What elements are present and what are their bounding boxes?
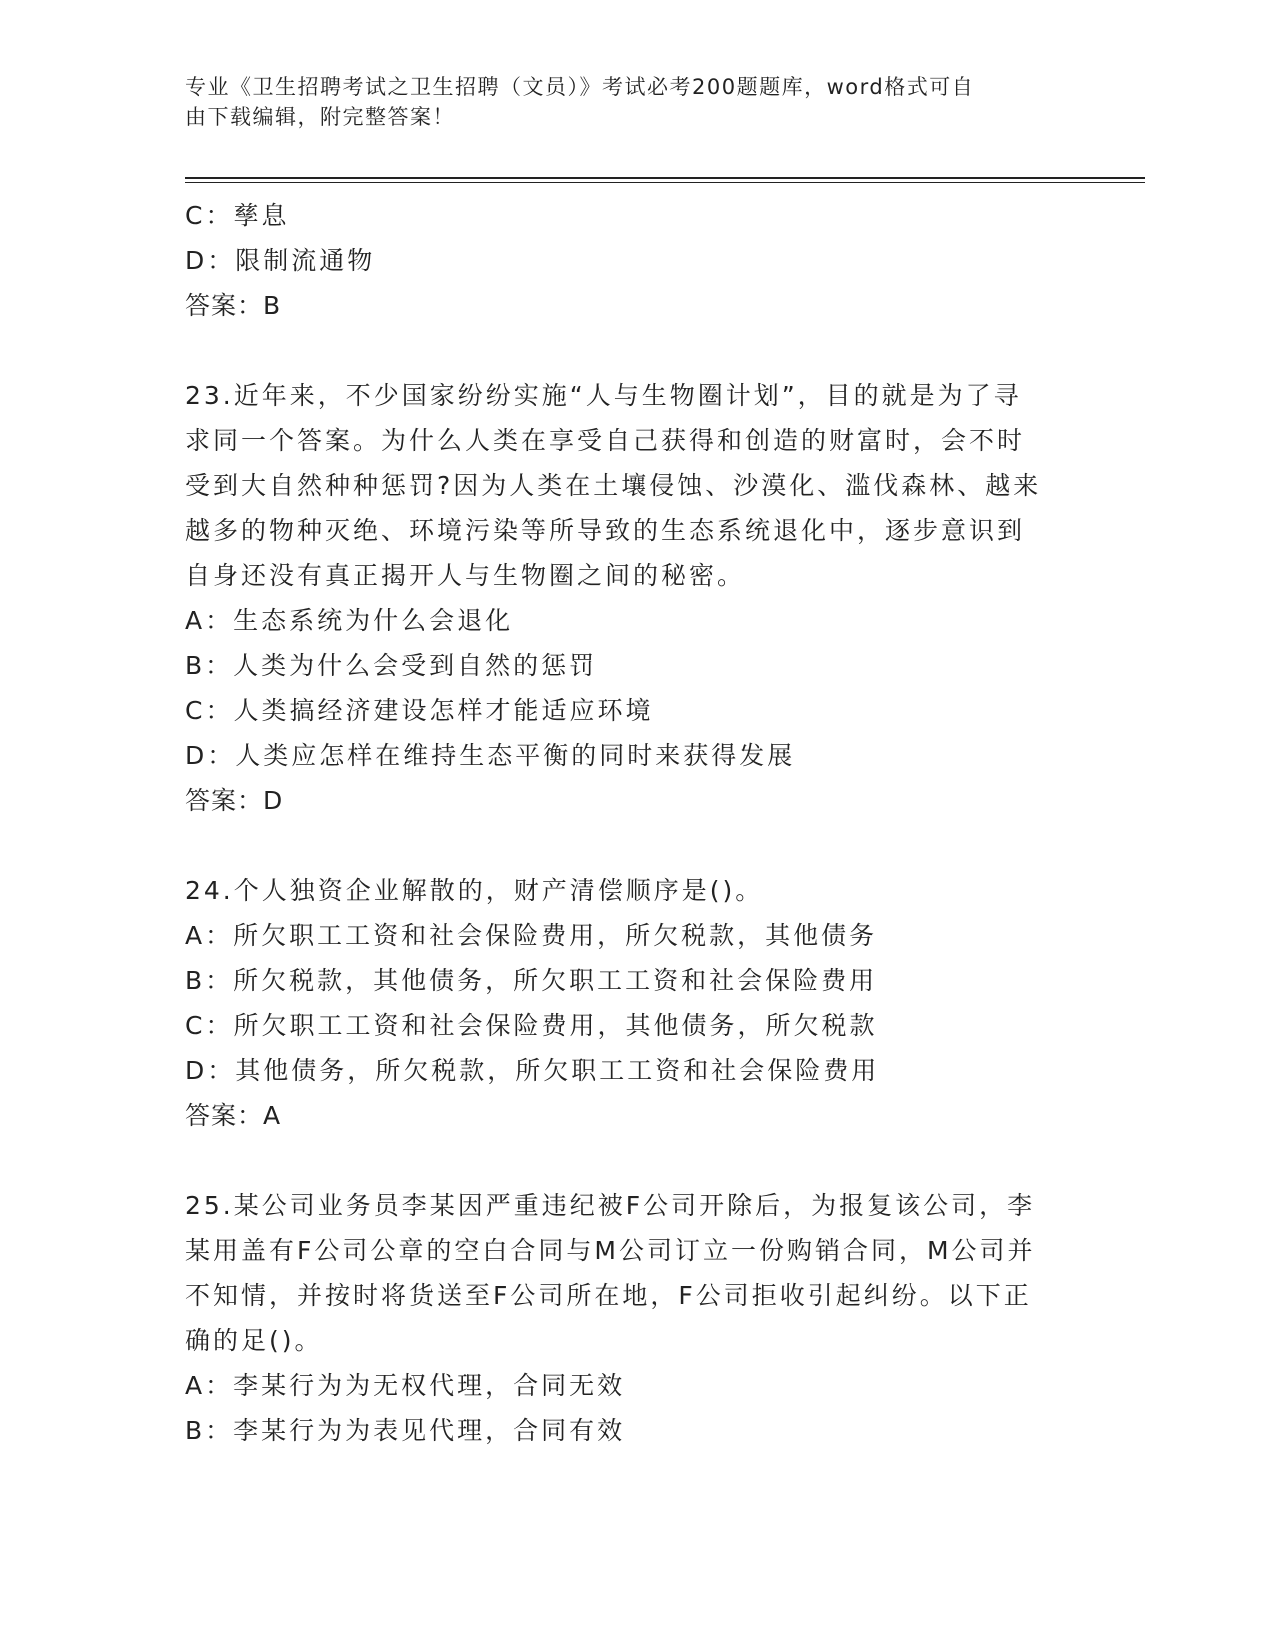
question-23-option-c: C：人类搞经济建设怎样才能适应环境 [185, 696, 654, 725]
prev-answer: 答案：B [185, 291, 282, 320]
prev-option-c: C：孳息 [185, 201, 290, 230]
question-23-answer: 答案：D [185, 786, 284, 815]
question-23-line-3: 受到大自然种种惩罚?因为人类在土壤侵蚀、沙漠化、滥伐森林、越来 [185, 471, 1042, 500]
question-25-line-3: 不知情，并按时将货送至F公司所在地，F公司拒收引起纠纷。以下正 [185, 1281, 1032, 1310]
question-25-line-2: 某用盖有F公司公章的空白合同与M公司订立一份购销合同，M公司并 [185, 1236, 1036, 1265]
header-divider-thin [185, 182, 1145, 183]
question-23 [185, 373, 1085, 823]
question-25-option-a: A：李某行为为无权代理，合同无效 [185, 1371, 626, 1400]
question-25 [185, 1183, 1085, 1453]
question-23-option-d: D：人类应怎样在维持生态平衡的同时来获得发展 [185, 741, 796, 770]
question-24-option-a: A：所欠职工工资和社会保险费用，所欠税款，其他债务 [185, 921, 878, 950]
header-line-2: 由下载编辑，附完整答案！ [185, 105, 455, 129]
question-24-answer: 答案：A [185, 1101, 282, 1130]
question-25-line-4: 确的足()。 [185, 1326, 323, 1355]
spacer [185, 1138, 1085, 1183]
question-25-line-1: 25.某公司业务员李某因严重违纪被F公司开除后，为报复该公司，李 [185, 1191, 1036, 1220]
question-23-option-b: B：人类为什么会受到自然的惩罚 [185, 651, 598, 680]
question-24 [185, 868, 1085, 1138]
prev-option-d: D：限制流通物 [185, 246, 376, 275]
question-23-line-2: 求同一个答案。为什么人类在享受自己获得和创造的财富时，会不时 [185, 426, 1026, 455]
spacer [185, 328, 1085, 373]
question-25-option-b: B：李某行为为表见代理，合同有效 [185, 1416, 626, 1445]
question-23-line-1: 23.近年来，不少国家纷纷实施“人与生物圈计划”，目的就是为了寻 [185, 381, 1022, 410]
question-23-line-5: 自身还没有真正揭开人与生物圈之间的秘密。 [185, 561, 746, 590]
question-23-option-a: A：生态系统为什么会退化 [185, 606, 514, 635]
question-24-option-d: D：其他债务，所欠税款，所欠职工工资和社会保险费用 [185, 1056, 880, 1085]
header-line-1: 专业《卫生招聘考试之卫生招聘（文员）》考试必考200题题库，word格式可自 [185, 75, 975, 99]
document-body [185, 193, 1085, 1453]
question-23-line-4: 越多的物种灭绝、环境污染等所导致的生态系统退化中，逐步意识到 [185, 516, 1026, 545]
header-divider-thick [185, 177, 1145, 179]
question-24-line-1: 24.个人独资企业解散的，财产清偿顺序是()。 [185, 876, 764, 905]
spacer [185, 823, 1085, 868]
question-24-option-c: C：所欠职工工资和社会保险费用，其他债务，所欠税款 [185, 1011, 878, 1040]
question-24-option-b: B：所欠税款，其他债务，所欠职工工资和社会保险费用 [185, 966, 878, 995]
document-header [185, 72, 1085, 132]
